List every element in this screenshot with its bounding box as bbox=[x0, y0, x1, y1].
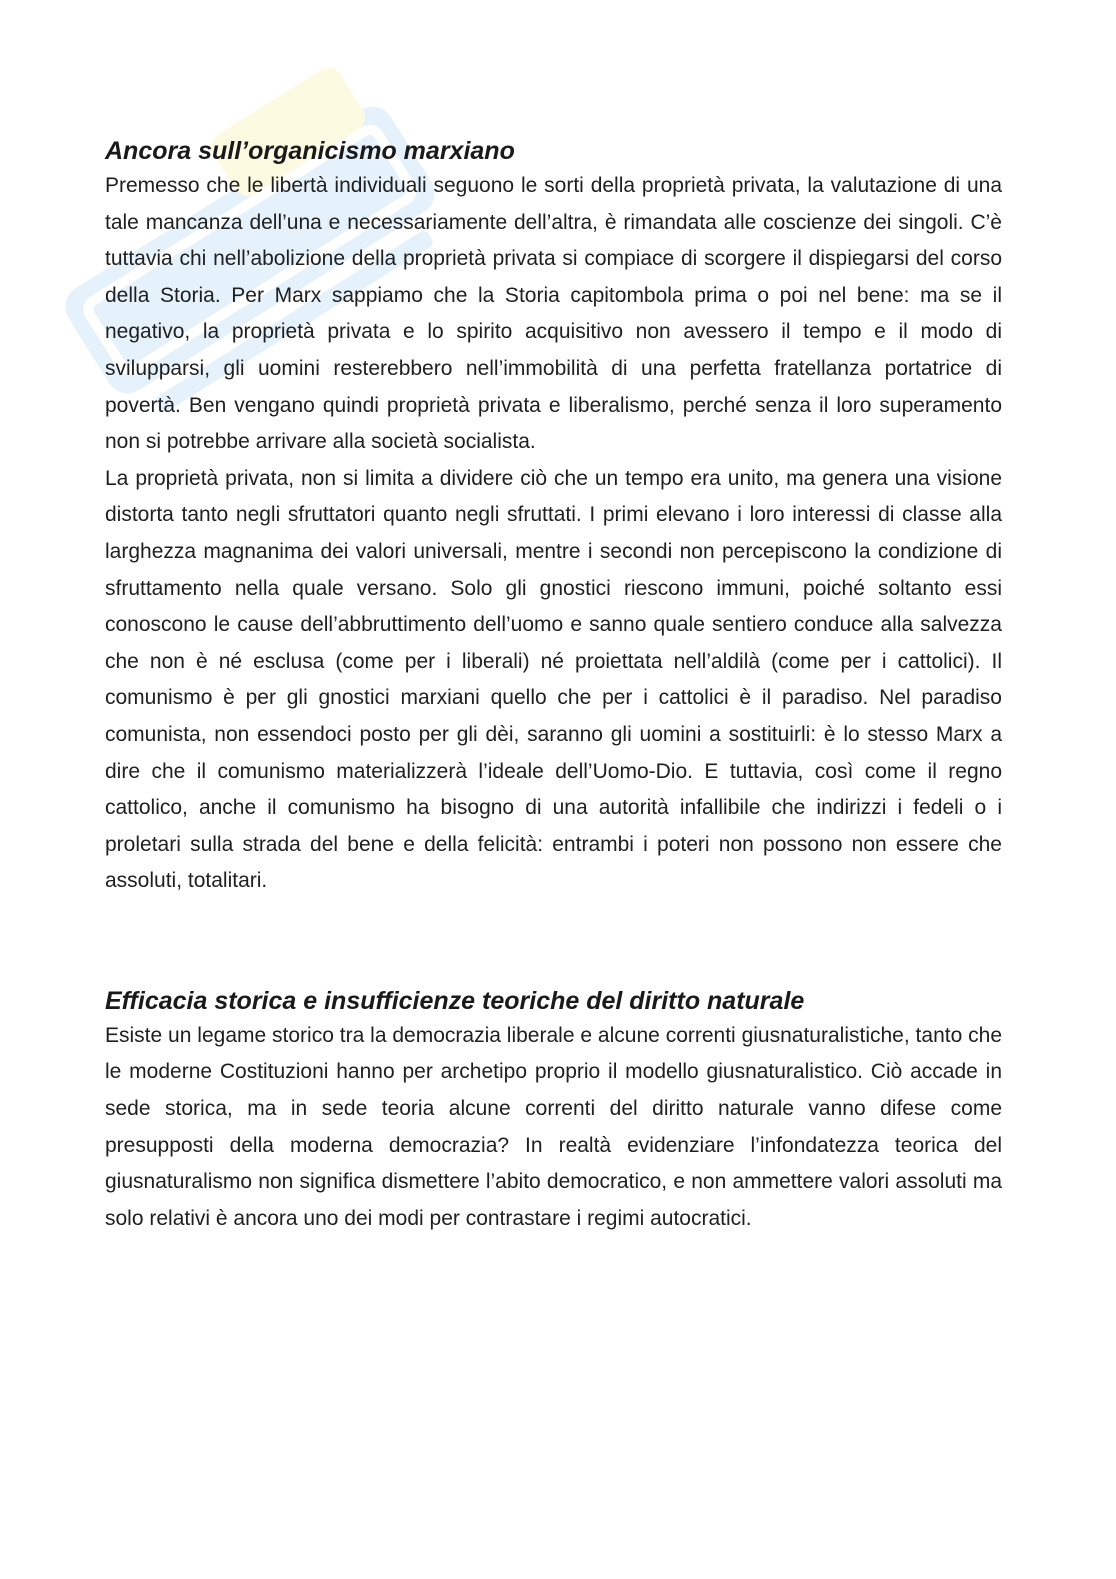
paragraph: Esiste un legame storico tra la democrazia liberale e alcune correnti giusnaturalistiche, tanto che le moderne Costituzioni hanno per archetipo proprio il modello giusnaturalistico. Ciò accade in sede storica, ma in sede teoria alcune correnti del diritto naturale vanno difese come presupposti della moderna democrazia? In realtà evidenziare l’infondatezza teorica del giusnaturalismo non significa dismettere l’abito democratico, e non ammettere valori assoluti ma solo relativi è ancora uno dei modi per contrastare i regimi autocratici. bbox=[105, 1023, 1002, 1230]
document-body bbox=[105, 134, 1002, 1237]
section-diritto-naturale bbox=[105, 984, 1002, 1238]
section-title: Efficacia storica e insufficienze teoriche del diritto naturale bbox=[105, 986, 805, 1015]
paragraph: Premesso che le libertà individuali seguono le sorti della proprietà privata, la valutazione di una tale mancanza dell’una e necessariamente dell’altra, è rimandata alle coscienze dei singoli. C’è tuttavia chi nell’abolizione della proprietà privata si compiace di scorgere il dispiegarsi del corso della Storia. Per Marx sappiamo che la Storia capitombola prima o poi nel bene: ma se il negativo, la proprietà privata e lo spirito acquisitivo non avessero il tempo e il modo di svilupparsi, gli uomini resterebbero nell’immobilità di una perfetta fratellanza portatrice di povertà. Ben vengano quindi proprietà privata e liberalismo, perché senza il loro superamento non si potrebbe arrivare alla società socialista. bbox=[105, 174, 1002, 454]
section-organicismo bbox=[105, 134, 1002, 900]
section-title: Ancora sull’organicismo marxiano bbox=[105, 137, 515, 165]
paragraph: La proprietà privata, non si limita a dividere ciò che un tempo era unito, ma genera una visione distorta tanto negli sfruttatori quanto negli sfruttati. I primi elevano i loro interessi di classe alla larghezza magnanima dei valori universali, mentre i secondi non percepiscono la condizione di sfruttamento nella quale versano. Solo gli gnostici riescono immuni, poiché soltanto essi conoscono le cause dell’abbruttimento dell’uomo e sanno quale sentiero conduce alla salvezza che non è né esclusa (come per i liberali) né proiettata nell’aldilà (come per i cattolici). Il comunismo è per gli gnostici marxiani quello che per i cattolici è il paradiso. Nel paradiso comunista, non essendoci posto per gli dèi, saranno gli uomini a sostituirli: è lo stesso Marx a dire che il comunismo materializzerà l’ideale dell’Uomo-Dio. E tuttavia, così come il regno cattolico, anche il comunismo ha bisogno di una autorità infallibile che indirizzi i fedeli o i proletari sulla strada del bene e della felicità: entrambi i poteri non possono non essere che assoluti, totalitari. bbox=[105, 466, 1002, 893]
